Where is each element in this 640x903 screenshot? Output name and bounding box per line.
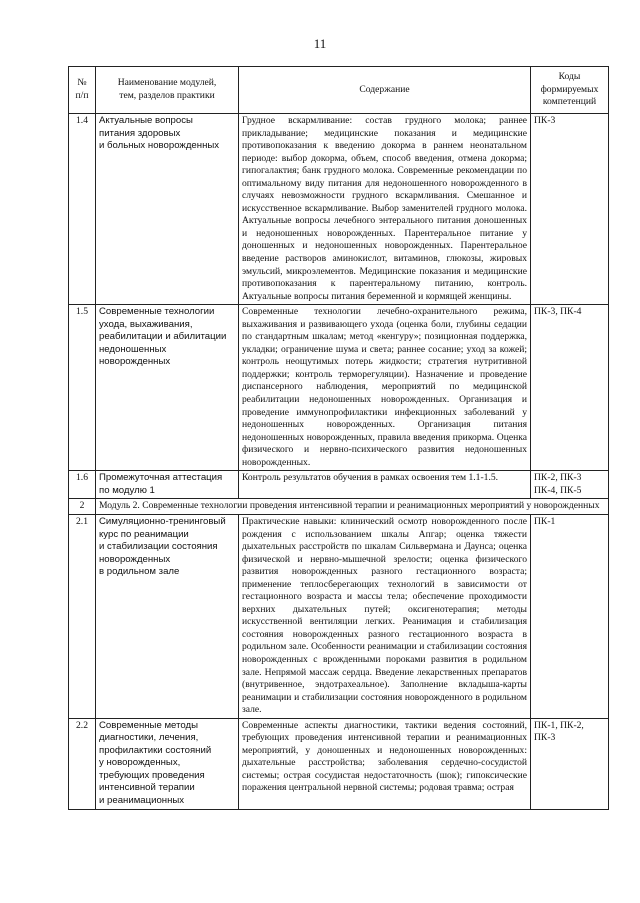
table-row <box>69 471 609 499</box>
table-row <box>69 514 609 718</box>
table-row <box>69 114 609 305</box>
row-num: 2.2 <box>69 718 96 809</box>
row-content: Грудное вскармливание: состав грудного молока; раннее прикладывание; медицинские показания и медицинские противопоказания к введению докорма в раннем неонатальном периоде: выбор докорма, объем, способ введения, отмена докорма; гипогалактия; банк грудного молока. Современные рекомендации по оптимальному виду питания для недоношенного новорожденного в случаях невозможности грудного вскармливания. Смешанное и искусственное вскармливание. Выбор заменителей грудного молока. Актуальные вопросы лечебного энтерального питания доношенных и недоношенных новорожденных. Парентеральное питание у доношенных и недоношенных новорожденных. Парентеральное введение растворов аминокислот, витаминов, глюкозы, жировых эмульсий, микроэлементов. Медицинские показания и медицинские противопоказания к парентеральному питанию, контроль. Актуальные вопросы питания беременной и кормящей женщины. <box>239 114 531 305</box>
page-number: 11 <box>313 36 327 51</box>
curriculum-table <box>68 66 609 810</box>
row-num: 1.4 <box>69 114 96 305</box>
table-header-row <box>69 67 609 114</box>
row-codes: ПК-1 <box>531 514 609 718</box>
row-codes: ПК-3, ПК-4 <box>531 305 609 471</box>
module-title: Модуль 2. Современные технологии проведения интенсивной терапии и реанимационных мероприятий у новорожденных <box>96 499 609 515</box>
row-num: 1.6 <box>69 471 96 499</box>
table-row <box>69 718 609 809</box>
header-name: Наименование модулей, тем, разделов практики <box>96 67 239 114</box>
row-content: Современные аспекты диагностики, тактики ведения состояний, требующих проведения интенсивной терапии и реанимационных мероприятий, у доношенных и недоношенных новорожденных: дыхательные расстройства; заболевания сердечно-сосудистой системы; острая сосудистая недостаточность (шок); гипоксические поражения центральной нервной системы; родовая травма; острая <box>239 718 531 809</box>
row-content: Современные технологии лечебно-охранительного режима, выхаживания и развивающего ухода (оценка боли, глубины седации по стандартным шкалам; метод «кенгуру»; позиционная поддержка, укладки; ограничение шума и света; раннее сосание; уход за кожей; контроль неощутимых потерь жидкости; стратегия нутритивной поддержки; контроль терморегуляции). Назначение и проведение диспансерного наблюдения, мероприятий по медицинской реабилитации недоношенных новорожденных. Организация и проведение иммунопрофилактики инфекционных заболеваний у недоношенных новорожденных. Организация питания недоношенных новорожденных, правила введения прикорма. Оценка физического и нервно-психического развития недоношенных новорожденных. <box>239 305 531 471</box>
header-codes: Коды формируемых компетенций <box>531 67 609 114</box>
header-num: № п/п <box>69 67 96 114</box>
row-name: Промежуточная аттестация по модулю 1 <box>96 471 239 499</box>
module-row <box>69 499 609 515</box>
row-codes: ПК-1, ПК-2, ПК-3 <box>531 718 609 809</box>
row-codes: ПК-2, ПК-3 ПК-4, ПК-5 <box>531 471 609 499</box>
row-content: Контроль результатов обучения в рамках освоения тем 1.1-1.5. <box>239 471 531 499</box>
row-name: Современные технологии ухода, выхаживания, реабилитации и абилитации недоношенных новорожденных <box>96 305 239 471</box>
module-num: 2 <box>69 499 96 515</box>
row-content: Практические навыки: клинический осмотр новорожденного после рождения с использованием шкалы Апгар; оценка тяжести дыхательных расстройств по шкалам Сильвермана и Даунса; оценка физической и нервно-мышечной зрелости; оценка физического развития новорожденных разного гестационного возраста; применение теплосберегающих технологий в зависимости от гестационного возраста и массы тела; обеспечение проходимости верхних дыхательных путей; оксигенотерапия; методы искусственной вентиляции легких. Реанимация и стабилизация состояния новорожденных разного гестационного возраста в родильном зале. Особенности реанимации и стабилизации состояния новорожденных с врожденными пороками развития в родильном зале. Непрямой массаж сердца. Введение лекарственных препаратов (внутривенное, эндотрахеальное). Заполнение вкладыша-карты реанимации и стабилизации состояния новорожденного в родильном зале. <box>239 514 531 718</box>
table-row <box>69 305 609 471</box>
row-codes: ПК-3 <box>531 114 609 305</box>
header-content: Содержание <box>239 67 531 114</box>
row-name: Актуальные вопросы питания здоровых и больных новорожденных <box>96 114 239 305</box>
row-num: 2.1 <box>69 514 96 718</box>
row-name: Симуляционно-тренинговый курс по реанимации и стабилизации состояния новорожденных в родильном зале <box>96 514 239 718</box>
row-name: Современные методы диагностики, лечения, профилактики состояний у новорожденных, требующих проведения интенсивной терапии и реанимационных <box>96 718 239 809</box>
row-num: 1.5 <box>69 305 96 471</box>
